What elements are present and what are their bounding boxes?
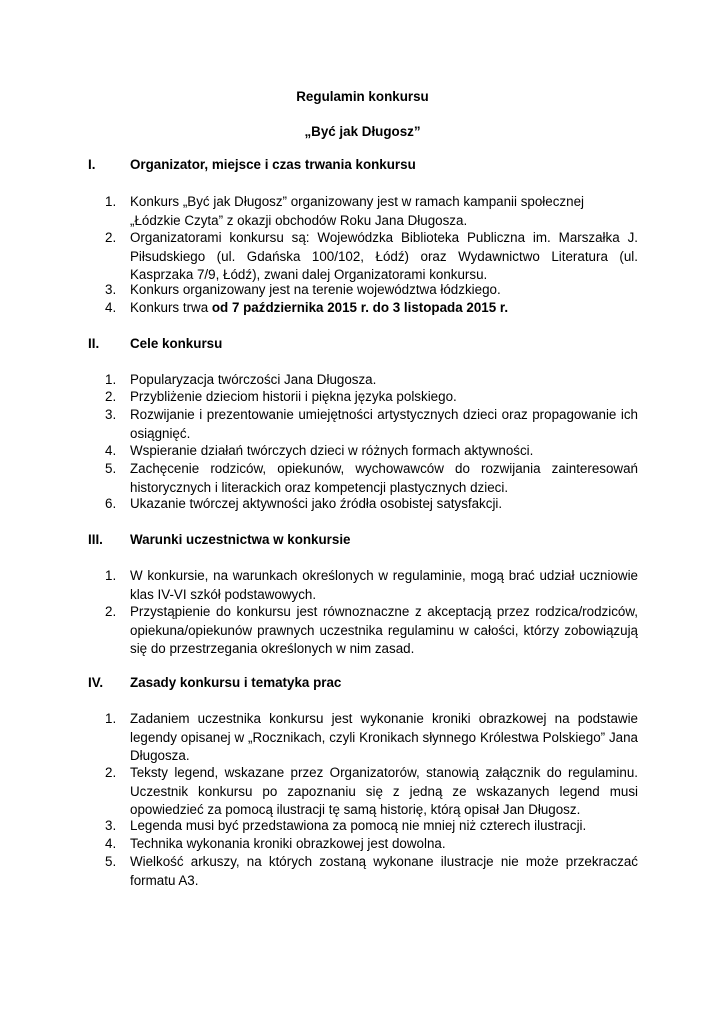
list-item: 3. Konkurs organizowany jest na terenie województwa łódzkiego. <box>105 282 501 297</box>
document-subtitle: „Być jak Długosz” <box>304 124 421 139</box>
document-title: Regulamin konkursu <box>296 89 429 104</box>
list-item: 5. Zachęcenie rodziców, opiekunów, wychowawców do rozwijania zainteresowań historycznych i literackich oraz kompetencji plastycznych dzieci. <box>105 461 638 495</box>
list-item: 1. Popularyzacja twórczości Jana Długosza. <box>105 372 377 387</box>
list-item: 4. Konkurs trwa od 7 października 2015 r. do 3 listopada 2015 r. <box>105 300 509 315</box>
list-item: 2. Przybliżenie dzieciom historii i piękna języka polskiego. <box>105 389 457 404</box>
section-heading-1: I. Organizator, miejsce i czas trwania konkursu <box>88 157 416 172</box>
list-item: 4. Wspieranie działań twórczych dzieci w różnych formach aktywności. <box>105 443 534 458</box>
list-item: 1. Zadaniem uczestnika konkursu jest wykonanie kroniki obrazkowej na podstawie legendy opisanej w „Rocznikach, czyli Kronikach słynnego Królestwa Polskiego” Jana Długosza. <box>105 711 638 764</box>
list-item: 2. Organizatorami konkursu są: Wojewódzka Biblioteka Publiczna im. Marszałka J. Piłsudskiego (ul. Gdańska 100/102, Łódź) oraz Wydawnictwo Literatura (ul. Kasprzaka 7/9, Łódź), zwani dalej Organizatorami konkursu. <box>105 230 638 283</box>
list-item: 4. Technika wykonania kroniki obrazkowej jest dowolna. <box>105 836 446 851</box>
list-item: 1. Konkurs „Być jak Długosz” organizowany jest w ramach kampanii społecznej „Łódzkie Czyta” z okazji obchodów Roku Jana Długosza. <box>105 194 584 228</box>
list-item: 3. Legenda musi być przedstawiona za pomocą nie mniej niż czterech ilustracji. <box>105 818 587 833</box>
list-item: 2. Przystąpienie do konkursu jest równoznaczne z akceptacją przez rodzica/rodziców, opiekuna/opiekunów prawnych uczestnika regulaminu w całości, którzy zobowiązują się do przestrzegania określonych w nim zasad. <box>105 604 638 657</box>
section-heading-3: III. Warunki uczestnictwa w konkursie <box>88 532 351 547</box>
list-item: 5. Wielkość arkuszy, na których zostaną wykonane ilustracje nie może przekraczać formatu A3. <box>105 854 638 888</box>
section-heading-2: II. Cele konkursu <box>88 336 223 351</box>
list-item: 6. Ukazanie twórczej aktywności jako źródła osobistej satysfakcji. <box>105 496 503 511</box>
section-heading-4: IV. Zasady konkursu i tematyka prac <box>88 675 342 690</box>
list-item: 3. Rozwijanie i prezentowanie umiejętności artystycznych dzieci oraz propagowanie ich osiągnięć. <box>105 407 638 441</box>
list-item: 1. W konkursie, na warunkach określonych w regulaminie, mogą brać udział uczniowie klas IV-VI szkół podstawowych. <box>105 568 638 602</box>
list-item: 2. Teksty legend, wskazane przez Organizatorów, stanowią załącznik do regulaminu. Uczestnik konkursu po zapoznaniu się z jedną ze wskazanych legend musi opowiedzieć za pomocą ilustracji tę samą historię, którą opisał Jan Długosz. <box>105 765 638 818</box>
